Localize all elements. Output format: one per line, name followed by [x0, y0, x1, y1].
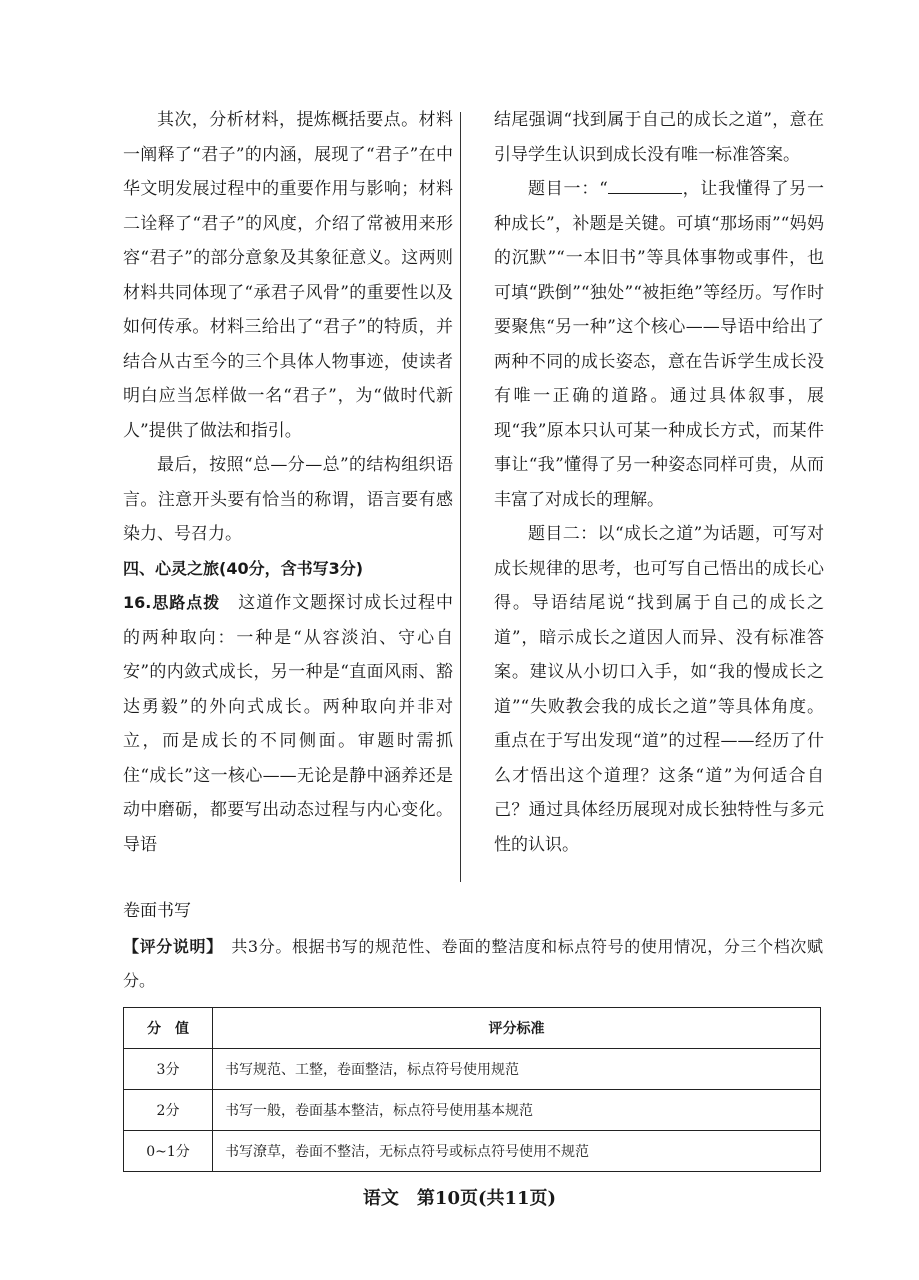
criteria-cell: 书写一般，卷面基本整洁，标点符号使用基本规范: [213, 1090, 821, 1131]
question-16-text: 这道作文题探讨成长过程中的两种取向：一种是“从容淡泊、守心自安”的内敛式成长，另一种是“直面风雨、豁达勇毅”的外向式成长。两种取向并非对立，而是成长的不同侧面。审题时需抓住“成长”这一核心——无论是静中涵养还是动中磨砺，都要写出动态过程与内心变化。导语: [123, 593, 454, 855]
score-cell: 0~1分: [124, 1131, 213, 1172]
paragraph-topic-one: [494, 172, 824, 517]
topic-one-lead: 题目一：“: [528, 179, 608, 199]
criteria-cell: 书写潦草，卷面不整洁，无标点符号或标点符号使用不规范: [213, 1131, 821, 1172]
section-heading: 四、心灵之旅(40分，含书写3分): [123, 558, 364, 578]
paragraph-topic-two: 题目二：以“成长之道”为话题，可写对成长规律的思考，也可写自己悟出的成长心得。导语结尾说“找到属于自己的成长之道”，暗示成长之道因人而异、没有标准答案。建议从小切口入手，如“我的慢成长之道”“失败教会我的成长之道”等具体角度。重点在于写出发现“道”的过程——经历了什么才悟出这个道理？这条“道”为何适合自己？通过具体经历展现对成长独特性与多元性的认识。: [494, 524, 824, 855]
column-divider: [460, 112, 461, 882]
scoring-table: [123, 1007, 821, 1172]
header-criteria: 评分标准: [213, 1008, 821, 1049]
writing-subtitle: 卷面书写: [123, 901, 191, 921]
paragraph-structure: 最后，按照“总—分—总”的结构组织语言。注意开头要有恰当的称谓，语言要有感染力、号召力。: [123, 455, 453, 544]
grading-note-text: 共3分。根据书写的规范性、卷面的整洁度和标点符号的使用情况，分三个档次赋分。: [123, 937, 823, 990]
right-column: [494, 103, 824, 862]
topic-one-body: ，让我懂得了另一种成长”，补题是关键。可填“那场雨”“妈妈的沉默”“一本旧书”等具体事物或事件，也可填“跌倒”“独处”“被拒绝”等经历。写作时要聚焦“另一种”这个核心——导语中给出了两种不同的成长姿态，意在告诉学生成长没有唯一正确的道路。通过具体叙事，展现“我”原本只认可某一种成长方式，而某件事让“我”懂得了另一种姿态同样可贵，从而丰富了对成长的理解。: [494, 179, 824, 510]
score-cell: 2分: [124, 1090, 213, 1131]
table-header-row: [124, 1008, 821, 1049]
question-16-label: 16.思路点拨: [123, 593, 221, 612]
paragraph-analysis: 其次，分析材料，提炼概括要点。材料一阐释了“君子”的内涵，展现了“君子”在中华文明发展过程中的重要作用与影响；材料二诠释了“君子”的风度，介绍了常被用来形容“君子”的部分意象及其象征意义。这两则材料共同体现了“承君子风骨”的重要性以及如何传承。材料三给出了“君子”的特质，并结合从古至今的三个具体人物事迹，使读者明白应当怎样做一名“君子”，为“做时代新人”提供了做法和指引。: [123, 110, 453, 441]
criteria-cell: 书写规范、工整，卷面整洁，标点符号使用规范: [213, 1049, 821, 1090]
table-row: [124, 1131, 821, 1172]
left-column: [123, 103, 453, 862]
paragraph-continuation: 结尾强调“找到属于自己的成长之道”，意在引导学生认识到成长没有唯一标准答案。: [494, 110, 824, 165]
grading-note-label: 【评分说明】: [123, 937, 215, 956]
score-cell: 3分: [124, 1049, 213, 1090]
header-score: 分 值: [124, 1008, 213, 1049]
grading-note: [123, 930, 823, 998]
fill-in-blank: [608, 175, 682, 194]
page-footer: 语文 第10页(共11页): [362, 1188, 557, 1209]
table-row: [124, 1049, 821, 1090]
question-16: [123, 586, 453, 862]
table-row: [124, 1090, 821, 1131]
